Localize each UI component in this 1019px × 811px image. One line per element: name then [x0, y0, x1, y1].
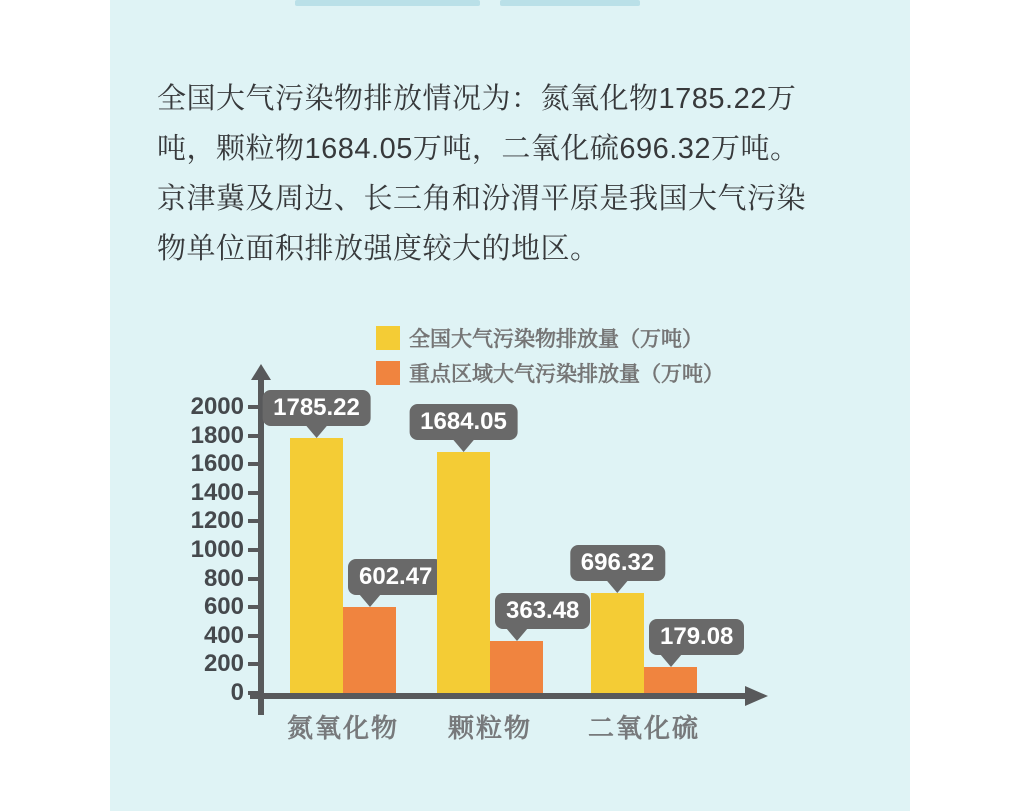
x-category-label: 二氧化硫	[587, 713, 701, 743]
y-tick-mark	[248, 405, 258, 409]
y-tick-mark	[248, 491, 258, 495]
y-tick-mark	[248, 434, 258, 438]
y-tick-label: 1200	[190, 507, 244, 535]
bar-national-3	[591, 593, 644, 693]
y-tick-mark	[248, 662, 258, 666]
bar-key-region-2	[490, 641, 543, 693]
y-axis-line	[258, 378, 264, 715]
y-tick-label: 800	[203, 564, 244, 592]
y-tick-label: 2000	[190, 393, 244, 420]
callout-pointer-icon	[660, 654, 682, 667]
y-tick-label: 1800	[190, 421, 244, 449]
content-panel	[110, 0, 910, 811]
paragraph-line-1: 全国大气污染物排放情况为：氮氧化物1785.22万	[157, 83, 797, 115]
y-tick-mark	[248, 691, 258, 695]
callout-pointer-icon	[452, 439, 474, 452]
legend-label-national: 全国大气污染物排放量（万吨）	[409, 328, 703, 351]
paragraph-line-3: 京津冀及周边、长三角和汾渭平原是我国大气污染	[157, 183, 807, 215]
y-tick-label: 200	[203, 650, 244, 678]
bar-national-1	[290, 438, 343, 693]
paragraph-line-4: 物单位面积排放强度较大的地区。	[157, 233, 600, 265]
y-tick-label: 1400	[190, 478, 244, 506]
callout-pointer-icon	[607, 580, 629, 593]
callout-pointer-icon	[305, 425, 327, 438]
y-tick-label: 1600	[190, 450, 244, 478]
y-tick-label: 0	[230, 679, 244, 706]
y-tick-mark	[248, 548, 258, 552]
value-label-national-1: 1785.22	[262, 390, 371, 426]
y-axis-arrow-icon	[251, 364, 271, 380]
value-label-key-region-2: 363.48	[495, 593, 590, 629]
callout-pointer-icon	[359, 594, 381, 607]
y-tick-label: 1000	[190, 536, 244, 563]
x-axis-line	[250, 693, 745, 699]
value-label-key-region-3: 179.08	[649, 619, 744, 655]
bar-key-region-1	[343, 607, 396, 693]
bar-national-2	[437, 452, 490, 693]
bar-chart	[110, 0, 910, 811]
y-tick-label: 400	[203, 621, 244, 649]
value-label-national-2: 1684.05	[409, 404, 518, 440]
callout-pointer-icon	[506, 628, 528, 641]
x-axis-arrow-icon	[745, 686, 768, 706]
x-category-label: 颗粒物	[447, 713, 533, 743]
value-label-national-3: 696.32	[570, 545, 665, 581]
y-tick-mark	[248, 462, 258, 466]
y-tick-mark	[248, 634, 258, 638]
paragraph-line-2: 吨，颗粒物1684.05万吨，二氧化硫696.32万吨。	[157, 133, 800, 165]
y-tick-mark	[248, 605, 258, 609]
bar-key-region-3	[644, 667, 697, 693]
value-label-key-region-1: 602.47	[348, 559, 443, 595]
y-tick-mark	[248, 577, 258, 581]
x-category-label: 氮氧化物	[286, 713, 400, 743]
y-tick-mark	[248, 519, 258, 523]
y-tick-label: 600	[203, 593, 244, 621]
legend-label-key-region: 重点区域大气污染排放量（万吨）	[409, 363, 724, 386]
